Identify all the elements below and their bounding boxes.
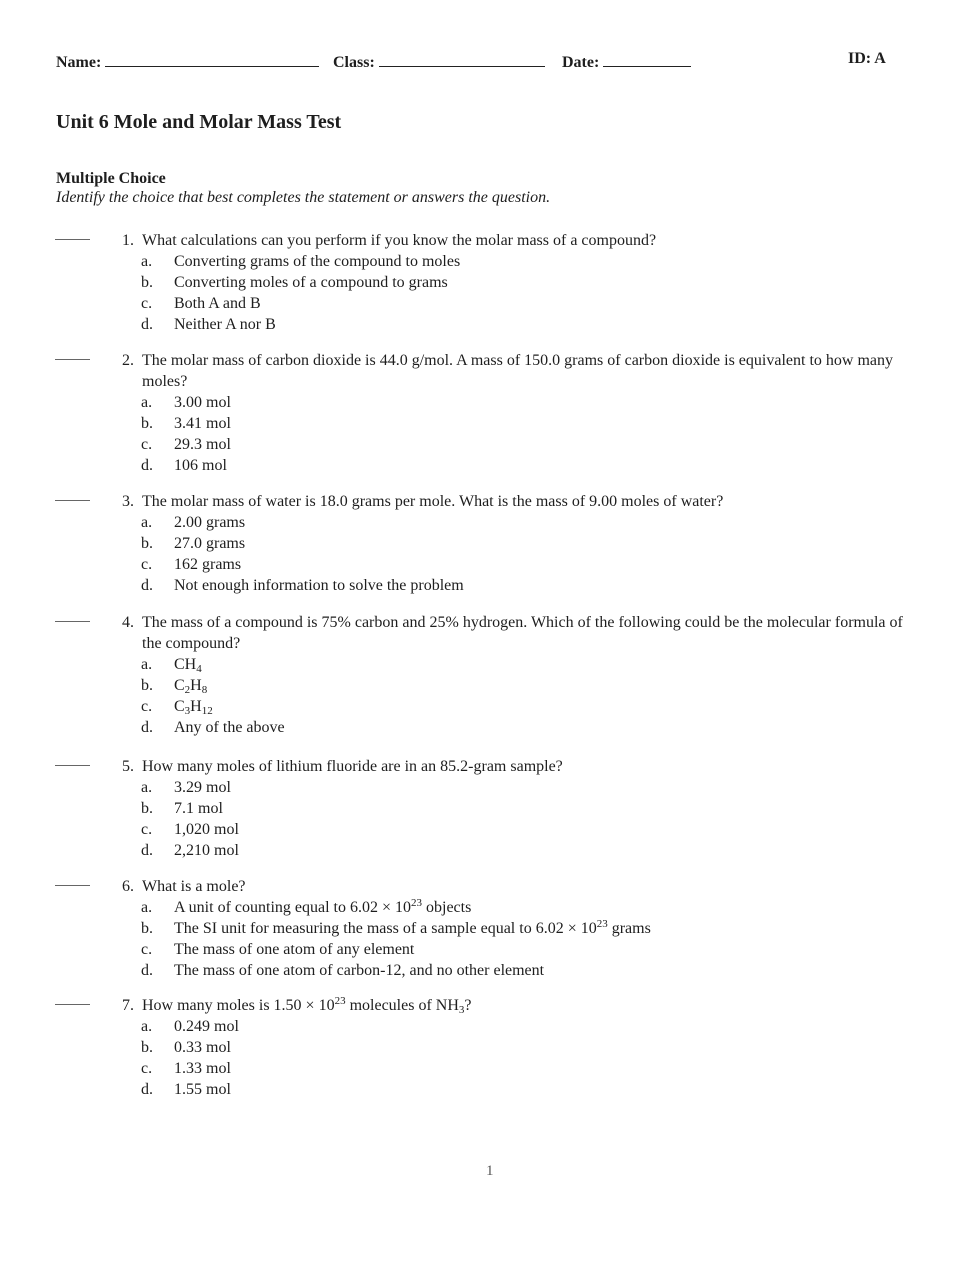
- option-letter: d.: [141, 962, 153, 979]
- option-text: 106 mol: [174, 457, 227, 474]
- option-text: 162 grams: [174, 556, 242, 573]
- option-letter: d.: [141, 719, 153, 736]
- option-letter: b.: [141, 535, 153, 552]
- option-text: 3.41 mol: [174, 415, 231, 432]
- option-text: 1.55 mol: [174, 1081, 231, 1098]
- answer-blank[interactable]: [55, 500, 90, 501]
- text-fragment: molecules of NH: [345, 997, 459, 1014]
- question-number: 5.: [122, 758, 134, 775]
- option-letter: c.: [141, 295, 153, 312]
- question-number: 4.: [122, 614, 134, 631]
- option-text: [174, 696, 213, 717]
- text-fragment: objects: [422, 899, 472, 916]
- text-fragment: 12: [201, 705, 213, 717]
- option-letter: c.: [141, 556, 153, 573]
- option-text: [174, 897, 471, 918]
- text-fragment: 3: [184, 705, 191, 717]
- text-fragment: 3: [458, 1004, 465, 1016]
- class-label: Class:: [333, 54, 375, 71]
- option-text: 2.00 grams: [174, 514, 246, 531]
- option-letter: c.: [141, 698, 153, 715]
- option-text: Both A and B: [174, 295, 261, 312]
- option-letter: c.: [141, 436, 153, 453]
- question-stem: How many moles of lithium fluoride are in an 85.2-gram sample?: [142, 758, 563, 775]
- answer-blank[interactable]: [55, 885, 90, 886]
- answer-blank[interactable]: [55, 239, 90, 240]
- class-blank[interactable]: [379, 52, 545, 67]
- option-text: Not enough information to solve the problem: [174, 577, 464, 594]
- page-title: Unit 6 Mole and Molar Mass Test: [56, 111, 342, 133]
- option-letter: b.: [141, 274, 153, 291]
- option-letter: d.: [141, 842, 153, 859]
- option-text: [174, 675, 207, 696]
- page-number: 1: [486, 1163, 494, 1179]
- answer-blank[interactable]: [55, 621, 90, 622]
- option-letter: b.: [141, 1039, 153, 1056]
- question-stem: The mass of a compound is 75% carbon and 25% hydrogen. Which of the following could be the molecular formula of the compound?: [142, 614, 903, 652]
- option-text: 1,020 mol: [174, 821, 239, 838]
- text-fragment: CH: [174, 656, 197, 673]
- name-blank[interactable]: [105, 52, 319, 67]
- option-letter: d.: [141, 457, 153, 474]
- option-letter: a.: [141, 779, 153, 796]
- text-fragment: grams: [607, 920, 651, 937]
- option-letter: a.: [141, 514, 153, 531]
- question-number: 7.: [122, 997, 134, 1014]
- option-letter: a.: [141, 1018, 153, 1035]
- option-letter: d.: [141, 577, 153, 594]
- text-fragment: C: [174, 698, 185, 715]
- question-stem: What is a mole?: [142, 878, 246, 895]
- question-number: 2.: [122, 352, 134, 369]
- text-fragment: 2: [184, 684, 191, 696]
- option-text: [174, 918, 651, 939]
- text-fragment: A unit of counting equal to 6.02 × 10: [174, 899, 411, 916]
- question-stem: [142, 995, 917, 1016]
- text-fragment: How many moles is 1.50 × 10: [142, 997, 335, 1014]
- answer-blank[interactable]: [55, 765, 90, 766]
- question-stem: The molar mass of water is 18.0 grams per mole. What is the mass of 9.00 moles of water?: [142, 493, 724, 510]
- option-text: 3.29 mol: [174, 779, 231, 796]
- option-text: 3.00 mol: [174, 394, 231, 411]
- option-letter: d.: [141, 316, 153, 333]
- date-field: [562, 52, 691, 72]
- text-fragment: 23: [411, 897, 422, 909]
- section-instructions: Identify the choice that best completes the statement or answers the question.: [56, 189, 551, 206]
- option-letter: c.: [141, 1060, 153, 1077]
- option-text: 7.1 mol: [174, 800, 223, 817]
- text-fragment: H: [190, 698, 202, 715]
- option-letter: b.: [141, 415, 153, 432]
- option-letter: c.: [141, 941, 153, 958]
- option-letter: d.: [141, 1081, 153, 1098]
- text-fragment: 23: [596, 918, 608, 930]
- option-letter: b.: [141, 677, 153, 694]
- option-text: 0.33 mol: [174, 1039, 231, 1056]
- name-field: [56, 52, 319, 72]
- text-fragment: 8: [201, 684, 208, 696]
- name-label: Name:: [56, 54, 102, 71]
- answer-blank[interactable]: [55, 1004, 90, 1005]
- option-text: Converting grams of the compound to moles: [174, 253, 461, 270]
- date-label: Date:: [562, 54, 600, 71]
- text-fragment: 4: [196, 663, 202, 675]
- option-text: 27.0 grams: [174, 535, 246, 552]
- question-stem: The molar mass of carbon dioxide is 44.0 g/mol. A mass of 150.0 grams of carbon dioxide is equivalent to how many moles?: [142, 352, 893, 390]
- option-text: 2,210 mol: [174, 842, 239, 859]
- option-letter: b.: [141, 920, 153, 937]
- question-number: 1.: [122, 232, 134, 249]
- date-blank[interactable]: [603, 52, 691, 67]
- option-letter: a.: [141, 253, 153, 270]
- option-text: 1.33 mol: [174, 1060, 231, 1077]
- question-number: 3.: [122, 493, 134, 510]
- text-fragment: 23: [334, 995, 346, 1007]
- option-text: The mass of one atom of any element: [174, 941, 415, 958]
- section-heading: Multiple Choice: [56, 170, 166, 187]
- option-letter: b.: [141, 800, 153, 817]
- answer-blank[interactable]: [55, 359, 90, 360]
- option-letter: a.: [141, 656, 153, 673]
- text-fragment: H: [190, 677, 202, 694]
- option-text: 0.249 mol: [174, 1018, 239, 1035]
- text-fragment: The SI unit for measuring the mass of a sample equal to 6.02 × 10: [174, 920, 597, 937]
- option-text: [174, 654, 202, 675]
- option-letter: a.: [141, 394, 153, 411]
- option-letter: c.: [141, 821, 153, 838]
- option-text: 29.3 mol: [174, 436, 231, 453]
- option-text: Neither A nor B: [174, 316, 276, 333]
- question-number: 6.: [122, 878, 134, 895]
- question-stem: What calculations can you perform if you know the molar mass of a compound?: [142, 232, 657, 249]
- option-text: Converting moles of a compound to grams: [174, 274, 448, 291]
- text-fragment: ?: [464, 997, 472, 1014]
- text-fragment: C: [174, 677, 185, 694]
- test-id: ID: A: [848, 50, 886, 67]
- class-field: [333, 52, 545, 72]
- option-letter: a.: [141, 899, 153, 916]
- option-text: Any of the above: [174, 719, 285, 736]
- option-text: The mass of one atom of carbon-12, and no other element: [174, 962, 545, 979]
